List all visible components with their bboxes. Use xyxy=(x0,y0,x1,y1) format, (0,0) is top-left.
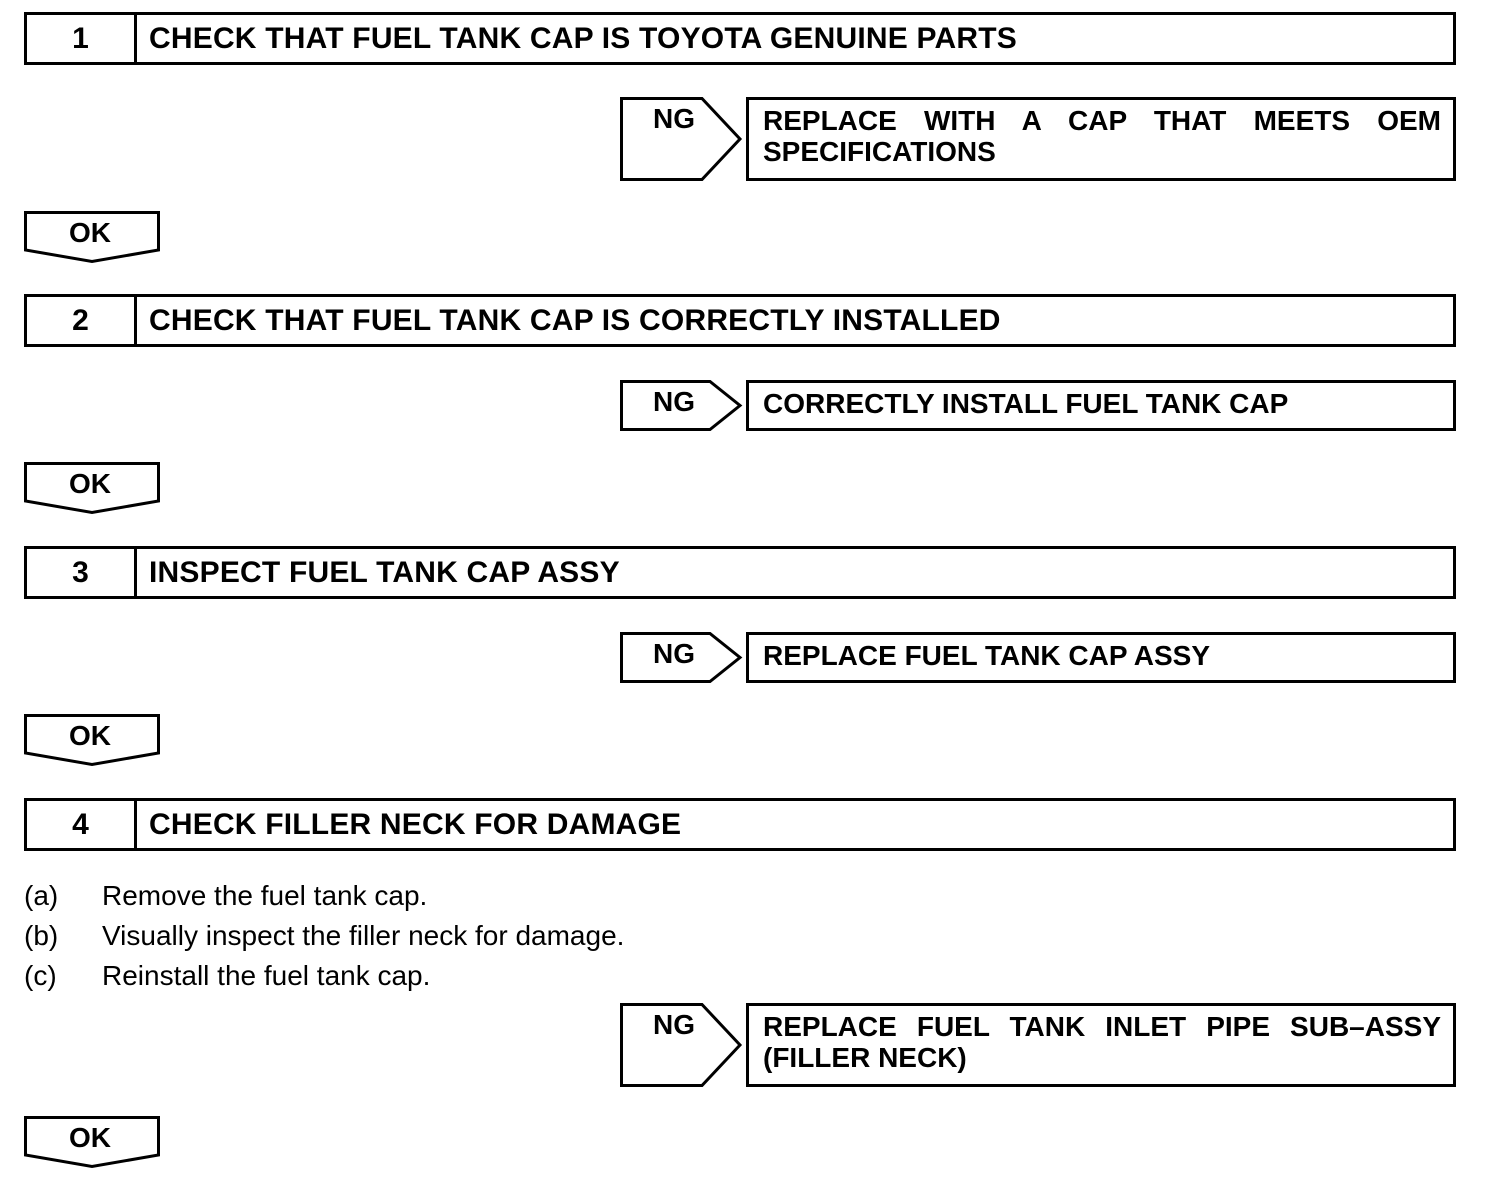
ng-action-box xyxy=(746,380,1456,431)
substep-list xyxy=(24,876,624,996)
step-1-header xyxy=(24,12,1456,65)
ng-action-line: CORRECTLY INSTALL FUEL TANK CAP xyxy=(763,388,1289,419)
ng-label: NG xyxy=(653,1009,695,1040)
ng-label: NG xyxy=(653,386,695,417)
substep-item xyxy=(24,916,624,956)
ng-action-line: (FILLER NECK) xyxy=(763,1042,967,1073)
ng-action-line: SPECIFICATIONS xyxy=(763,136,996,167)
substep-item xyxy=(24,956,624,996)
substep-letter: (a) xyxy=(24,880,59,911)
ng-action-line: REPLACE WITH A CAP THAT MEETS OEM xyxy=(763,105,1441,136)
step-number: 1 xyxy=(27,15,137,62)
substep-item xyxy=(24,876,624,916)
ng-arrow xyxy=(620,1003,742,1087)
substep-text: Remove the fuel tank cap. xyxy=(102,880,428,911)
step-4-header xyxy=(24,798,1456,851)
step-title: CHECK THAT FUEL TANK CAP IS CORRECTLY INSTALLED xyxy=(149,303,1001,337)
ng-action-box xyxy=(746,1003,1456,1087)
ng-action-line: REPLACE FUEL TANK INLET PIPE SUB–ASSY xyxy=(763,1011,1441,1042)
ok-arrow xyxy=(24,462,160,514)
step-2-header xyxy=(24,294,1456,347)
ng-action-box xyxy=(746,97,1456,181)
ok-label: OK xyxy=(69,217,111,248)
substep-text: Reinstall the fuel tank cap. xyxy=(102,960,431,991)
step-number: 3 xyxy=(27,549,137,596)
ng-action-line: REPLACE FUEL TANK CAP ASSY xyxy=(763,640,1211,671)
substep-text: Visually inspect the filler neck for damage. xyxy=(102,920,625,951)
ng-arrow xyxy=(620,97,742,181)
step-3-header xyxy=(24,546,1456,599)
ng-action-box xyxy=(746,632,1456,683)
step-title: CHECK FILLER NECK FOR DAMAGE xyxy=(149,807,682,841)
ok-label: OK xyxy=(69,720,111,751)
substep-letter: (c) xyxy=(24,960,57,991)
ok-arrow xyxy=(24,714,160,766)
ok-label: OK xyxy=(69,1122,111,1153)
ng-arrow xyxy=(620,632,742,683)
substep-letter: (b) xyxy=(24,920,59,951)
ok-arrow xyxy=(24,1116,160,1168)
step-number: 4 xyxy=(27,801,137,848)
step-number: 2 xyxy=(27,297,137,344)
step-title: CHECK THAT FUEL TANK CAP IS TOYOTA GENUINE PARTS xyxy=(149,21,1017,55)
step-title: INSPECT FUEL TANK CAP ASSY xyxy=(149,555,620,589)
ok-arrow xyxy=(24,211,160,263)
ng-label: NG xyxy=(653,103,695,134)
ok-label: OK xyxy=(69,468,111,499)
ng-arrow xyxy=(620,380,742,431)
ng-label: NG xyxy=(653,638,695,669)
